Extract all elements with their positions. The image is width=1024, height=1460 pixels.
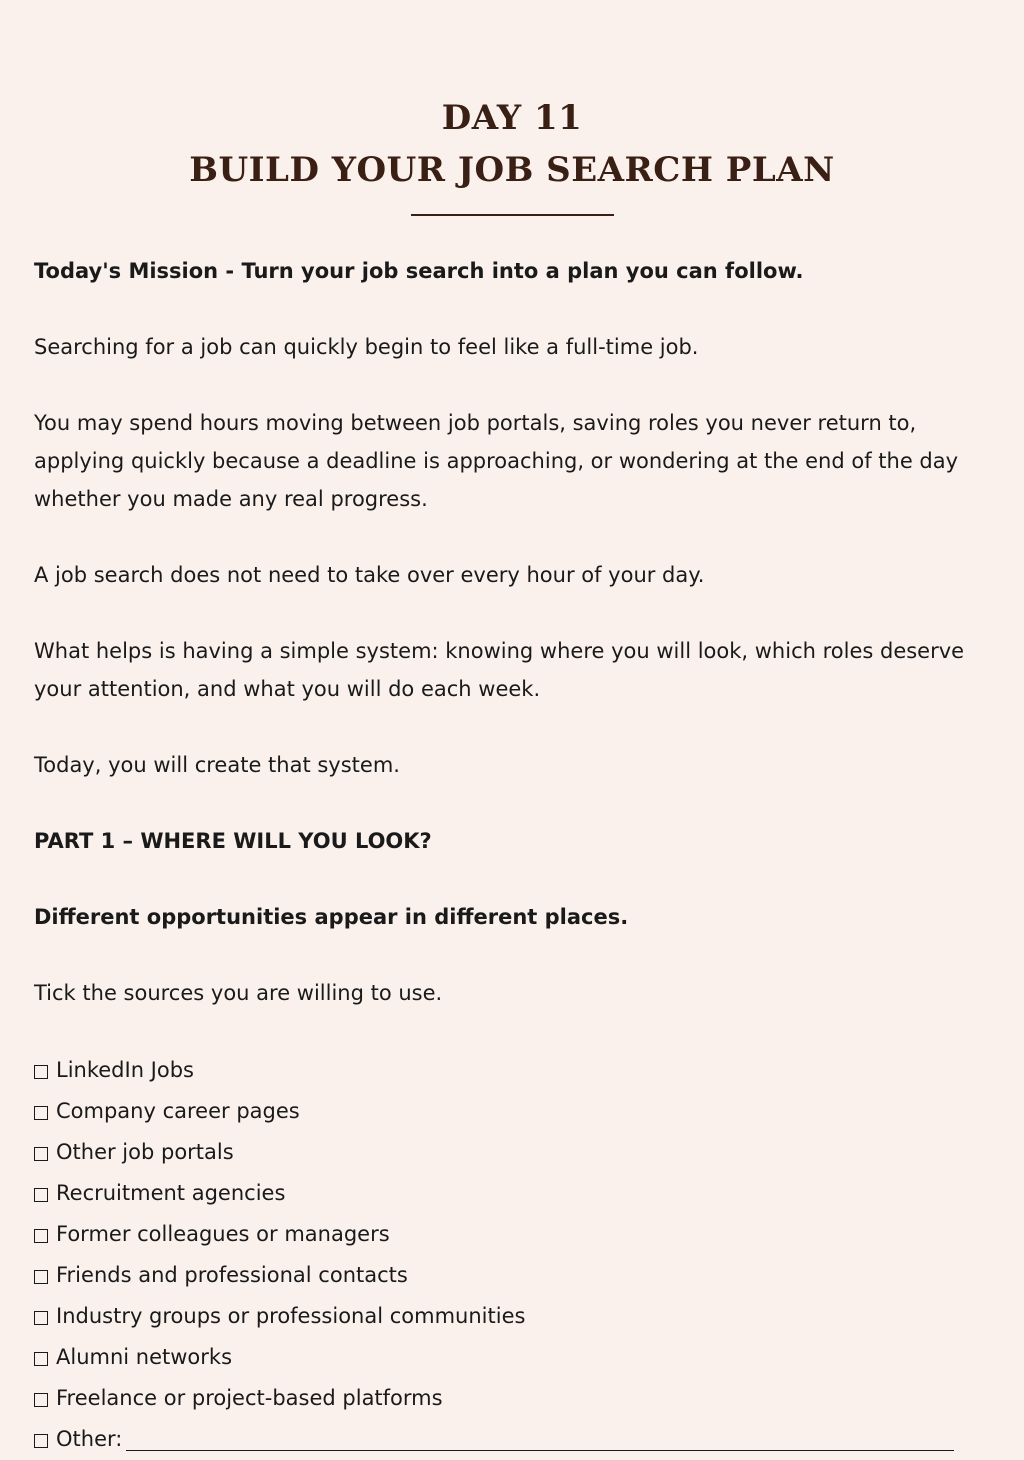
part-1-subheading: Different opportunities appear in different places. <box>34 905 629 929</box>
checkbox-icon[interactable] <box>34 1434 48 1448</box>
checklist-item-label: Friends and professional contacts <box>56 1263 408 1287</box>
checklist-item-other <box>34 1419 994 1460</box>
checkbox-icon[interactable] <box>34 1311 48 1325</box>
checkbox-icon[interactable] <box>34 1352 48 1366</box>
intro-paragraph-4: What helps is having a simple system: knowing where you will look, which roles deserve your attention, and what you will do each week. <box>34 639 965 701</box>
checklist-item <box>34 1050 994 1091</box>
intro-paragraph-3: A job search does not need to take over every hour of your day. <box>34 563 705 587</box>
source-checklist <box>34 1050 994 1460</box>
checkbox-icon[interactable] <box>34 1106 48 1120</box>
title-divider <box>411 214 614 216</box>
checkbox-icon[interactable] <box>34 1270 48 1284</box>
intro-paragraph-1: Searching for a job can quickly begin to feel like a full-time job. <box>34 335 699 359</box>
checkbox-icon[interactable] <box>34 1393 48 1407</box>
checklist-item <box>34 1214 994 1255</box>
checklist-item-label: Other job portals <box>56 1140 234 1164</box>
checkbox-icon[interactable] <box>34 1065 48 1079</box>
checklist-item-label: Freelance or project-based platforms <box>56 1386 443 1410</box>
checklist-instruction: Tick the sources you are willing to use. <box>34 981 443 1005</box>
checklist-item <box>34 1255 994 1296</box>
checklist-item-label: LinkedIn Jobs <box>56 1058 194 1082</box>
checklist-item-label: Company career pages <box>56 1099 300 1123</box>
checklist-item-label: Alumni networks <box>56 1345 233 1369</box>
checkbox-icon[interactable] <box>34 1147 48 1161</box>
checklist-item <box>34 1296 994 1337</box>
checklist-item-label: Recruitment agencies <box>56 1181 286 1205</box>
worksheet-content <box>34 252 994 1460</box>
checklist-item <box>34 1091 994 1132</box>
checklist-item <box>34 1173 994 1214</box>
intro-paragraph-5: Today, you will create that system. <box>34 753 400 777</box>
checklist-item <box>34 1132 994 1173</box>
checkbox-icon[interactable] <box>34 1188 48 1202</box>
checkbox-icon[interactable] <box>34 1229 48 1243</box>
checklist-item-label: Former colleagues or managers <box>56 1222 390 1246</box>
page-title: BUILD YOUR JOB SEARCH PLAN <box>189 150 835 190</box>
part-1-heading: PART 1 – WHERE WILL YOU LOOK? <box>34 829 432 853</box>
intro-paragraph-2: You may spend hours moving between job portals, saving roles you never return to, applying quickly because a deadline is approaching, or wondering at the end of the day whether you made any real progress. <box>34 411 959 511</box>
day-label: DAY 11 <box>441 98 583 138</box>
checklist-item <box>34 1378 994 1419</box>
mission-statement: Today's Mission - Turn your job search into a plan you can follow. <box>34 259 804 283</box>
checklist-item <box>34 1337 994 1378</box>
other-label: Other: <box>56 1427 123 1451</box>
checklist-item-label: Industry groups or professional communities <box>56 1304 526 1328</box>
